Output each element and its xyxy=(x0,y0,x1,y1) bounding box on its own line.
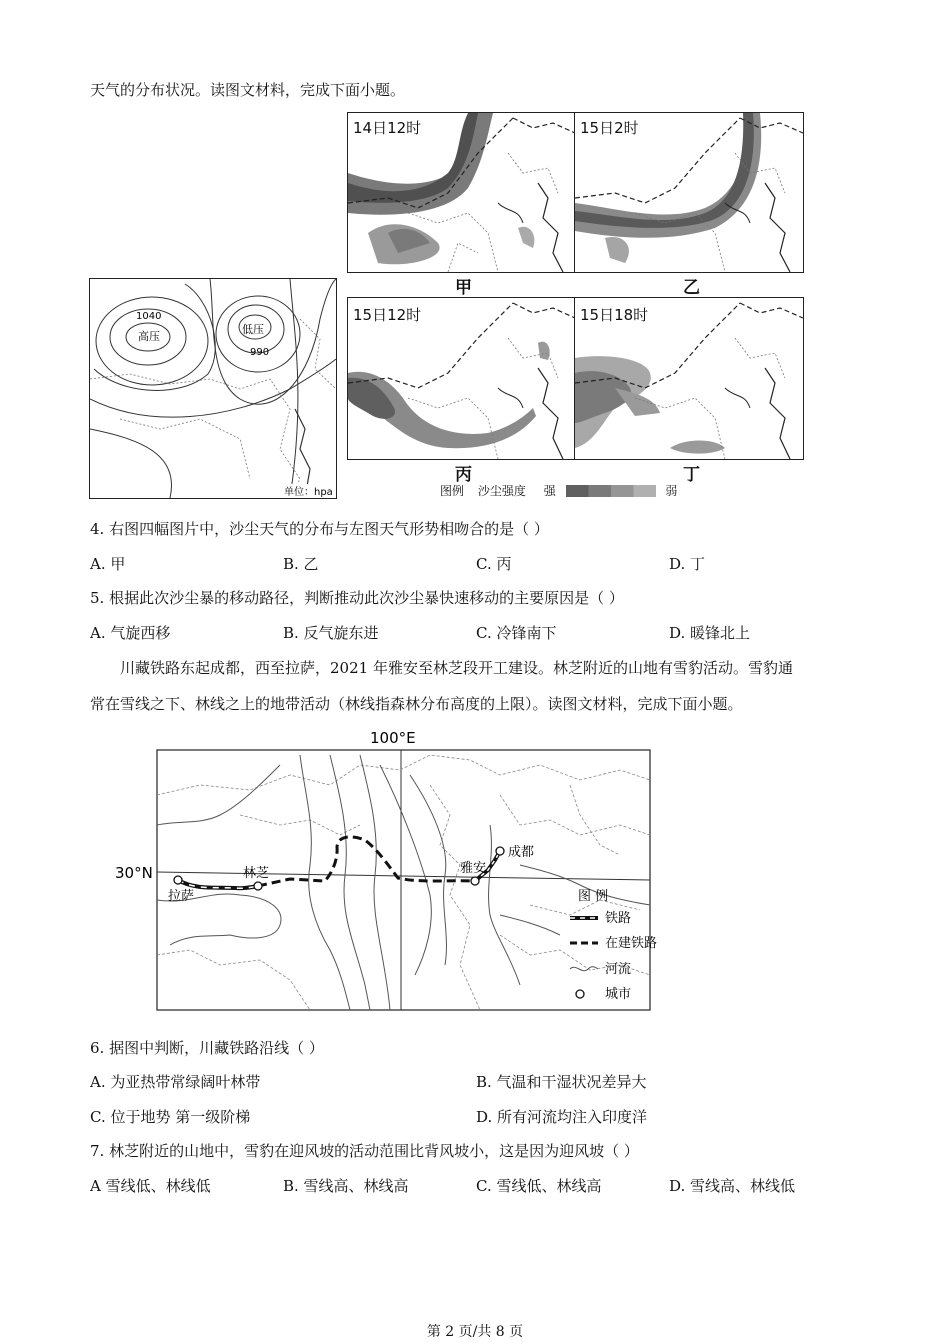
question-4-option-a[interactable]: A. 甲 xyxy=(90,555,126,573)
question-5-stem: 5. 根据此次沙尘暴的移动路径，判断推动此次沙尘暴快速移动的主要原因是（ ） xyxy=(90,589,624,607)
panel-bing-time: 15日12时 xyxy=(353,306,422,324)
railway-map xyxy=(100,725,800,1015)
question-7-option-a[interactable]: A 雪线低、林线低 xyxy=(90,1177,211,1195)
high-pressure-label: 高压 xyxy=(138,330,160,343)
legend-river: 河流 xyxy=(605,962,632,977)
legend-weak: 弱 xyxy=(665,484,678,498)
city-lhasa-label: 拉萨 xyxy=(168,889,195,904)
page-footer: 第 2 页/共 8 页 xyxy=(426,1324,524,1340)
question-4-stem: 4. 右图四幅图片中，沙尘天气的分布与左图天气形势相吻合的是（ ） xyxy=(90,520,549,538)
pressure-unit: 单位：hpa xyxy=(284,487,333,498)
city-nyingchi-label: 林芝 xyxy=(243,866,270,881)
pressure-map-svg xyxy=(90,279,336,498)
dust-panel-yi xyxy=(574,112,804,273)
question-7-option-d[interactable]: D. 雪线高、林线低 xyxy=(669,1177,796,1195)
dust-panel-jia xyxy=(347,112,576,273)
question-4-option-b[interactable]: B. 乙 xyxy=(283,555,319,573)
question-7-stem: 7. 林芝附近的山地中，雪豹在迎风坡的活动范围比背风坡小，这是因为迎风坡（ ） xyxy=(90,1142,639,1160)
passage-2-line-1: 川藏铁路东起成都，西至拉萨，2021 年雅安至林芝段开工建设。林芝附近的山地有雪豹活动。雪豹通 xyxy=(120,659,793,677)
question-7-option-b[interactable]: B. 雪线高、林线高 xyxy=(283,1177,409,1195)
legend-name: 沙尘强度 xyxy=(477,484,526,498)
railway-legend-title: 图 例 xyxy=(578,889,609,904)
city-chengdu-label: 成都 xyxy=(508,845,535,860)
city-chengdu-marker xyxy=(496,847,504,855)
question-6-option-b[interactable]: B. 气温和干湿状况差异大 xyxy=(476,1073,647,1091)
question-5-option-d[interactable]: D. 暖锋北上 xyxy=(669,624,751,642)
panel-yi-time: 15日2时 xyxy=(580,119,639,137)
question-6-option-a[interactable]: A. 为亚热带常绿阔叶林带 xyxy=(90,1073,261,1091)
question-6-option-d[interactable]: D. 所有河流均注入印度洋 xyxy=(476,1108,648,1126)
panel-jia-time: 14日12时 xyxy=(353,119,422,137)
question-5-option-a[interactable]: A. 气旋西移 xyxy=(90,624,171,642)
panel-bing-label: 丙 xyxy=(455,465,472,485)
longitude-label: 100°E xyxy=(370,729,416,747)
isobar-label-1040: 1040 xyxy=(136,311,162,322)
question-5-option-b[interactable]: B. 反气旋东进 xyxy=(283,624,379,642)
question-7-option-c[interactable]: C. 雪线低、林线高 xyxy=(476,1177,602,1195)
low-pressure-label: 低压 xyxy=(242,323,264,336)
legend-strong: 强 xyxy=(543,484,556,498)
city-nyingchi-marker xyxy=(254,882,262,890)
question-6-stem: 6. 据图中判断，川藏铁路沿线（ ） xyxy=(90,1039,324,1057)
legend-railway-under-construction: 在建铁路 xyxy=(605,936,658,951)
passage-2-line-2: 常在雪线之下、林线之上的地带活动（林线指森林分布高度的上限）。读图文材料，完成下面小题。 xyxy=(90,695,743,713)
panel-jia-label: 甲 xyxy=(455,278,472,298)
legend-title: 图例 xyxy=(440,484,465,498)
question-4-option-d[interactable]: D. 丁 xyxy=(669,555,706,573)
city-yaan-label: 雅安 xyxy=(460,861,487,876)
intro-line: 天气的分布状况。读图文材料，完成下面小题。 xyxy=(90,81,406,99)
pressure-map xyxy=(89,278,337,499)
question-6-option-c[interactable]: C. 位于地势 第一级阶梯 xyxy=(90,1108,251,1126)
dust-panel-bing xyxy=(347,297,576,460)
question-4-option-c[interactable]: C. 丙 xyxy=(476,555,512,573)
panel-yi-label: 乙 xyxy=(683,278,700,298)
question-5-option-c[interactable]: C. 冷锋南下 xyxy=(476,624,557,642)
city-lhasa-marker xyxy=(174,876,182,884)
city-yaan-marker xyxy=(471,877,479,885)
panel-ding-label: 丁 xyxy=(683,465,700,485)
dust-legend xyxy=(440,483,677,499)
dust-panel-ding xyxy=(574,297,804,460)
legend-city: 城市 xyxy=(605,987,632,1002)
panel-ding-time: 15日18时 xyxy=(580,306,649,324)
isobar-label-990: 990 xyxy=(250,347,270,358)
legend-shade-bar xyxy=(566,485,656,497)
legend-railway: 铁路 xyxy=(605,911,632,926)
latitude-label: 30°N xyxy=(115,864,153,882)
